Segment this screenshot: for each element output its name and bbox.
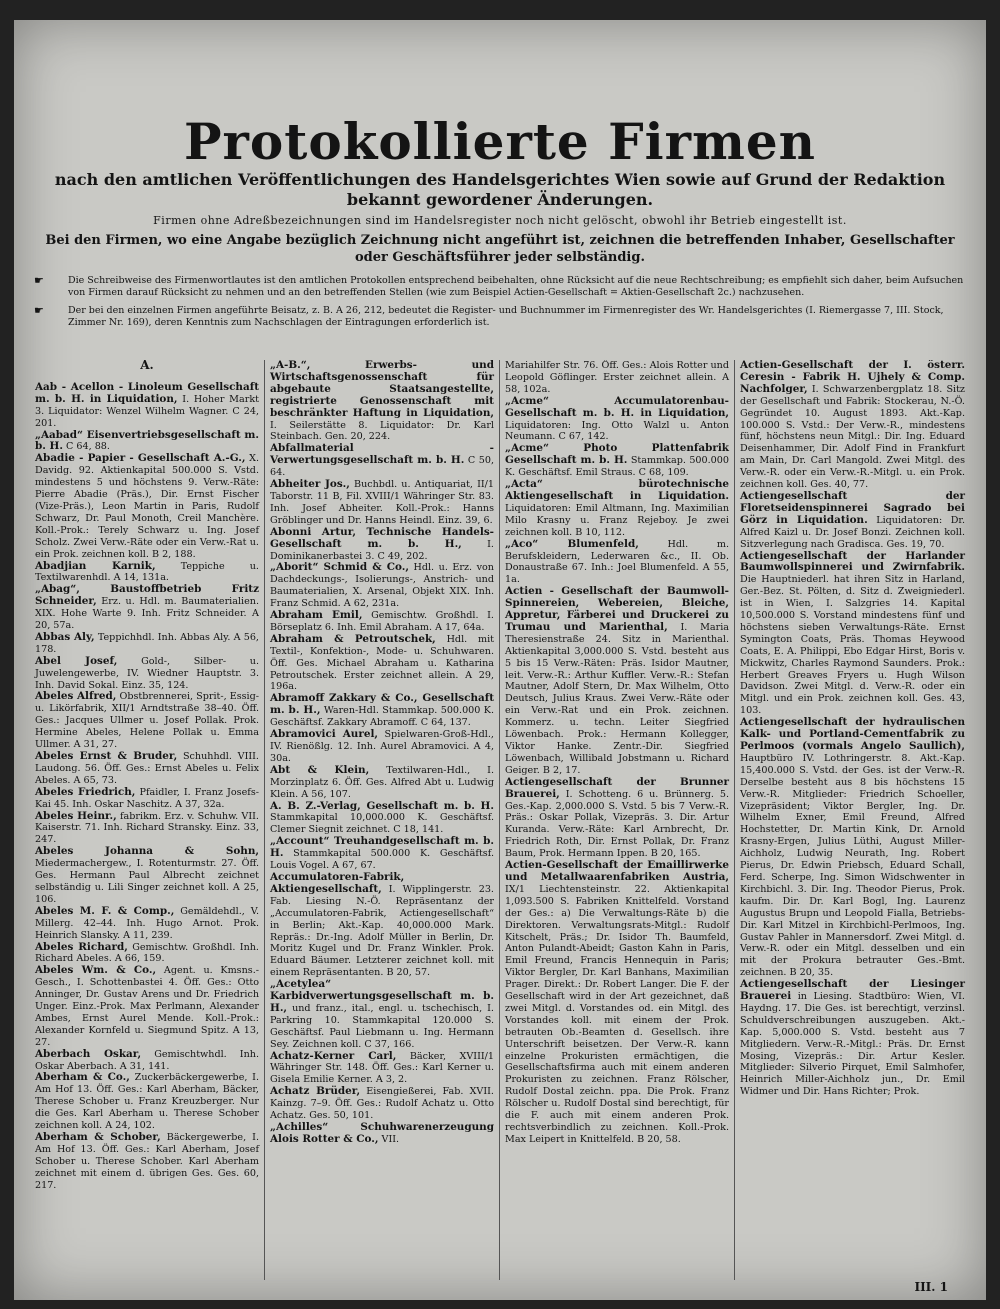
firm-details: I. Maria Theresienstraße 24. Sitz in Marienthal. Aktienkapital 3,000.000 S. Vstd. besteht aus 5 bis 15 Verw.-Räten: Präs. Isidor Mautner, leit. Verw.-R.: Arthur Kuffler. Verw.-R.: Stefan Mautner, Adolf Stern, Dr. Max Wilhelm, Otto Deutsch, Julius Kraus. Zwei Verw.-Räte oder ein Verw.-Rat und ein Prok. zeichnen. Kommerz. u. techn. Leiter Siegfried Löwenbach. Prok.: Hermann Kollegger, Viktor Hanke. Zentr.-Dir. Siegfried Löwenbach, Willibald Jobstmann u. Richard Geiger. B 2, 17. [505,621,729,776]
firm-entry [270,443,494,479]
firm-entry [35,787,259,811]
firm-name: „Aco“ Blumenfeld, [505,537,639,550]
firm-entry [505,396,729,444]
firm-entry [740,979,965,1098]
firm-name: Aberham & Schober, [35,1131,161,1143]
firm-entry [270,765,494,801]
firm-entry [740,491,965,551]
firm-entry [270,801,494,837]
firm-details: Hauptbüro IV. Lothringerstr. 8. Akt.-Kap. 15,400.000 S. Vstd. der Ges. ist der Verw.-R. Derselbe besteht aus 8 bis höchstens 15 Verw.-R. Mitglieder: Friedrich Schoeller, Vizepräsident; Viktor Bergler, Ing. Dr. Wilhelm Exner, Emil Freund, Alfred Hochstetter, Dr. Martin Kink, Dr. Arnold Krasny-Ergen, Julius Lüthi, August Miller-Aichholz, Ludwig Neurath, Ing. Robert Pierus, Dr. Edwin Priebsch, Eduard Schall, Ferd. Scherpe, Ing. Simon Widschwenter in Kirchbichl. 3. Dir. Ing. Theodor Pierus, Prok. kaufm. Dir. Dr. Karl Bogl, Ing. Laurenz Augustus Brupn und Leopold Fialla, Betriebs-Dir. Karl Mitzel in Kirchbichl-Perlmoos, Ing. Gustav Pahler in Mannersdorf. Zwei Mitgl. d. Verw.-R. oder ein Mitgl. desselben und ein mit der Prokura betrauter Ges.-Bmt. zeichnen. B 20, 35. [740,752,965,979]
firm-entry [505,443,729,479]
firm-details: Stammkap. 500.000 K. Geschäftsf. Emil Straus. C 68, 109. [505,455,729,479]
firm-name: Abheiter Jos., [270,478,350,491]
remark-text: Die Schreibweise des Firmenwortlautes ist den amtlichen Protokollen entsprechend beibehalten, ohne Rücksicht auf die neue Rechtschreibung; es empfiehlt sich daher, beim Aufsuchen von Firmen darauf Rücksicht zu nehmen und an den betreffenden Stellen (wie zum Beispiel Actien-Gesellschaft = Aktien-Gesellschaft 2c.) nachzusehen. [68,275,964,298]
firm-name: „Acme“ Accumulatorenbau-Gesellschaft m. b. H. in Liquidation, [505,394,729,419]
firm-details: I. Dominikanerbastei 3. C 49, 202. [270,538,494,562]
firm-entry [35,751,259,787]
firm-details: Bäckergewerbe, I. Am Hof 13. Öff. Ges.: Karl Aberham, Josef Schober u. Therese Schober. Karl Aberham zeichnet mit einem d. übrigen Ges. Ges. 60, 217. [35,1132,259,1191]
firm-entry [505,860,729,1146]
firm-details: C 50, 64. [270,455,494,479]
firm-entry [35,430,259,454]
firm-details: Teppiche u. Textilwarenhdl. A 14, 131a. [35,560,259,584]
firm-entry [270,562,494,610]
firm-entry [35,382,259,430]
firm-details: I. Hoher Markt 3. Liquidator: Wenzel Wilhelm Wagner. C 24, 201. [35,393,259,429]
firm-name: Actiengesellschaft der hydraulischen Kalk- und Portland-Cementfabrik zu Perlmoos (vormals Angelo Saullich), [740,716,965,752]
firm-entry [270,836,494,872]
firm-entry [740,717,965,979]
firm-details: und franz., ital., engl. u. tschechisch, I. Parkring 10. Stammkapital 120.000 S. Geschäftsf. Paul Liebmann u. Ing. Hermann Sey. Zeichnen koll. C 37, 166. [270,1002,494,1050]
firm-name: Abel Josef, [35,654,118,667]
firm-name: „A-B.“, Erwerbs- und Wirtschaftsgenossenschaft für abgebaute Staatsangestellte, registrierte Genossenschaft mit beschränkter Haftung in Liquidation, [270,360,494,419]
firm-details: Schuhhdl. VIII. Laudong. 56. Öff. Ges.: Ernst Abeles u. Felix Abeles. A 65, 73. [35,751,259,786]
remark-text: Der bei den einzelnen Firmen angeführte Beisatz, z. B. A 26, 212, bedeutet die Register- und Buchnummer im Firmenregister des Wr. Handelsgerichtes (I. Riemergasse 7, III. Stock, Zimmer Nr. 169), deren Kenntnis zum Nachschlagen der Eintragungen erforderlich ist. [68,305,944,328]
firm-name: Abeles Alfred, [35,690,117,703]
firm-entry [270,979,494,1050]
firm-entry [35,632,259,656]
column-2 [265,360,500,1280]
firm-entry [270,527,494,563]
firm-name: Abramovici Aurel, [270,728,379,741]
firm-name: A. B. Z.-Verlag, Gesellschaft m. b. H. [270,799,494,812]
firm-details: VII. [381,1133,400,1145]
firm-details: fabrikm. Erz. v. Schuhw. VII. Kaiserstr. 71. Inh. Richard Stransky. Einz. 33, 247. [35,810,259,846]
firm-details: Gemischtwhdl. Inh. Oskar Aberbach. A 31, 141. [35,1048,259,1072]
firm-details: Liquidatoren: Emil Altmann, Ing. Maximilian Milo Krasny u. Franz Rejeboy. Je zwei zeichnen koll. B 10, 112. [505,502,729,538]
pointing-hand-icon: ☛ [34,304,44,317]
firm-details: I. Seilerstätte 8. Liquidator: Dr. Karl Steinbach. Gen. 20, 224. [270,419,494,443]
firm-entry [35,691,259,751]
column-4 [735,360,970,1280]
firm-entry [270,634,494,694]
firm-entry [35,561,259,585]
register-columns [30,360,972,1280]
firm-name: Aberham & Co., [35,1071,130,1084]
firm-entry [35,906,259,942]
firm-name: Accumulatoren-Fabrik, Aktiengesellschaft, [270,870,405,895]
firm-entry [35,942,259,966]
firm-details: Hdl. u. Erz. von Dachdeckungs-, Isolierungs-, Anstrich- und Baumaterialien, X. Arsenal, Objekt XIX. Inh. Franz Schmid. A 62, 231a. [270,562,494,610]
firm-details: Liquidatoren: Dr. Alfred Kaizl u. Dr. Josef Bonzi. Zeichnen koll. Sitzverlegung nach Gradisca. Ges. 19, 70. [740,514,965,550]
firm-entry [270,479,494,527]
firm-name: „Aborit“ Schmid & Co., [270,561,409,574]
firm-name: Abbas Aly, [35,630,95,643]
firm-entry [35,1072,259,1132]
firm-name: Actien-Gesellschaft der Emaillirwerke und Metallwaarenfabriken Austria, [505,859,729,883]
firm-name: Abraham & Petroutschek, [270,632,436,645]
column-3 [500,360,735,1280]
firm-entry [270,1051,494,1087]
firm-entry [505,777,729,860]
firm-details: Obstbrennerei, Sprit-, Essig- u. Likörfabrik, XII/1 Arndtstraße 38–40. Öff. Ges.: Jacques Ullmer u. Josef Pollak. Prok. Hermine Abeles, Helene Pollak u. Emma Ullmer. A 31, 27. [35,691,260,751]
document-page [14,20,986,1300]
firm-details: Gemäldehdl., V. Millerg. 42–44. Inh. Hugo Arnot. Prok. Heinrich Slansky. A 11, 239. [35,905,259,941]
firm-details: Waren-Hdl. Stammkap. 500.000 K. Geschäftsf. Zakkary Abramoff. C 64, 137. [270,705,494,729]
firm-entry [35,1132,259,1192]
firm-details: Bäcker, XVIII/1 Währinger Str. 148. Öff. Ges.: Karl Kerner u. Gisela Emilie Kerner. A 3, 2. [270,1050,494,1086]
firm-entry [740,551,965,718]
firm-details: Mariahilfer Str. 76. Öff. Ges.: Alois Rotter und Leopold Göflinger. Erster zeichnet allein. A 58, 102a. [505,360,729,395]
firm-name: Abeles Ernst & Bruder, [35,750,178,762]
firm-name: Abeles Wm. & Co., [35,964,157,977]
remarks [34,275,966,335]
firm-details: Miedermachergew., I. Rotenturmstr. 27. Öff. Ges. Hermann Paul Albrecht zeichnet selbständig u. Lili Singer zeichnet koll. A 25, 106. [35,858,259,905]
firm-name: Aberbach Oskar, [35,1047,142,1060]
firm-entry [270,1086,494,1122]
firm-name: „Acta“ bürotechnische Aktiengesellschaft in Liquidation. [505,478,729,502]
firm-entry [505,479,729,539]
firm-details: Spielwaren-Groß-Hdl., IV. Rienößlg. 12. Inh. Aurel Abramovici. A 4, 30a. [270,729,494,764]
firm-name: „Abag“, Baustoffbetrieb Fritz Schneider, [35,583,259,608]
firm-entry [35,965,259,1048]
page-title: Protokollierte Firmen [183,112,817,171]
firm-name: „Acetylea“ Karbidverwertungsgesellschaft m. b. H., [270,978,494,1014]
firm-entry [35,656,259,692]
firm-name: Abeles Friedrich, [35,785,136,798]
firm-details: Liquidatoren: Ing. Otto Walzl u. Anton Neumann. C 67, 142. [505,419,729,443]
firm-entry [35,453,259,560]
firm-entry [35,584,259,632]
firm-name: Actiengesellschaft der Liesinger Brauerei [740,978,965,1003]
firm-details: Hdl. m. Berufskleidern, Lederwaren &c., II. Ob. Donaustraße 67. Inh.: Joel Blumenfeld. A 55, 1a. [505,538,729,586]
firm-entry [505,539,729,587]
firm-name: Abonni Artur, Technische Handels-Gesellschaft m. b. H., [270,525,494,550]
firm-entry [740,360,965,491]
page-number: III. 1 [914,1280,948,1294]
firm-name: Achatz Brüder, [270,1085,361,1098]
firm-name: „Acme“ Photo Plattenfabrik Gesellschaft m. b. H. [505,442,729,467]
firm-details: X. Davidg. 92. Aktienkapital 500.000 S. Vstd. mindestens 5 und höchstens 9. Verw.-Räte: Pierre Abadie (Präs.), Dir. Ernst Fischer (Vize-Präs.), Leon Martin in Paris, Rudolf Schwarz, Dr. Paul Monoth, Creil Manchère. Koll.-Prok.: Terely Schwarz u. Ing. Josef Scholz. Zwei Verw.-Räte oder ein Verw.-Rat u. ein Prok. zeichnen koll. B 2, 188. [35,453,259,560]
note-small: Firmen ohne Adreßbezeichnungen sind im Handelsregister noch nicht gelöscht, obwohl ihr Betrieb eingestellt ist. [153,214,847,227]
note-bold: Bei den Firmen, wo eine Angabe bezüglich Zeichnung nicht angeführt ist, zeichnen die betreffenden Inhaber, Gesellschafter oder Geschäftsführer jeder selbständig. [45,233,955,265]
firm-entry [35,846,259,906]
firm-entry [35,811,259,847]
firm-details: Stammkapital 500.000 K. Geschäftsf. Louis Vogel. A 67, 67. [270,848,494,872]
firm-entry [270,872,494,979]
firm-details: Erz. u. Hdl. m. Baumaterialien. XIX. Hohe Warte 9. Inh. Fritz Schneider. A 20, 57a. [35,596,259,632]
firm-entry [270,693,494,729]
firm-details: Teppichhdl. Inh. Abbas Aly. A 56, 178. [35,631,259,655]
firm-details: Stammkapital 10,000.000 K. Geschäftsf. Clemer Siegnit zeichnet. C 18, 141. [270,812,494,836]
firm-name: Abraham Emil, [270,609,363,622]
firm-entry [270,360,494,443]
firm-name: Abadie - Papier - Gesellschaft A.-G., [35,452,246,465]
firm-name: Abeles Heinr., [35,809,117,822]
firm-entry [270,1122,494,1146]
firm-details: Gold-, Silber- u. Juwelengewerbe, IV. Wiedner Hauptstr. 3. Inh. David Sokal. Einz. 35, 124. [35,655,260,691]
firm-entry [270,610,494,634]
firm-entry [505,586,729,777]
firm-details: IX/1 Liechtensteinstr. 22. Aktienkapital 1,093.500 S. Fabriken Knittelfeld. Vorstand der Ges.: a) Die Verwaltungs-Räte b) die Direktoren. Verwaltungsrats-Mitgl.: Rudolf Kitschelt, Präs.; Dr. Isidor Th. Baumfeld, Anton Pulandt-Abeidt; Gaston Kahn in Paris, Emil Freund, Francis Hennequin in Paris; Viktor Bergler, Dr. Karl Banhans, Maximilian Prager. Direkt.: Dr. Robert Langer. Die F. der Gesellschaft wird in der Art gezeichnet, daß zwei Mitgl. d. Vorstandes od. ein Mitgl. des Vorstandes koll. mit einem der Prok. betrauten Ob.-Beamten d. Gesellsch. ihre Unterschrift beisetzen. Der Verw.-R. kann einzelne Prokuristen ermächtigen, die Gesellschaftsfirma auch mit einem anderen Prokuristen zu zeichnen. Franz Rölscher, Rudolf Dostal zeichn. ppa. Die Prok. Franz Rölscher u. Rudolf Dostal sind berechtigt, für die F. auch mit einem anderen Prok. rechtsverbindlich zu zeichnen. Koll.-Prok. Max Leipert in Knittelfeld. B 20, 58. [505,883,729,1145]
remark [34,305,966,329]
firm-details: I. Schwarzenbergplatz 18. Sitz der Gesellschaft und Fabrik: Stockerau, N.-Ö. Gegründet 10. August 1893. Akt.-Kap. 100.000 S. Vstd.: Der Verw.-R., mindestens fünf, höchstens neun Mitgl.: Dir. Ing. Eduard Deisenhammer, Dir. Adolf Find in Frankfurt am Main, Dr. Carl Mangold. Zwei Mitgl. des Verw.-R. oder ein Verw.-R.-Mitgl. u. ein Prok. zeichnen koll. Ges. 40, 77. [740,383,965,491]
firm-name: „Account“ Treuhandgesellschaft m. b. H. [270,835,494,860]
firm-name: „Achilles“ Schuhwarenerzeugung Alois Rotter & Co., [270,1121,494,1145]
firm-name: Actien-Gesellschaft der I. österr. Ceresin - Fabrik H. Ujhely & Comp. Nachfolger, [740,360,965,395]
section-letter: A. [140,360,154,372]
firm-name: Abeles M. F. & Comp., [35,904,175,917]
firm-details: Gemischtw. Großhdl. I. Börseplatz 6. Inh. Emil Abraham. A 17, 64a. [270,610,494,633]
firm-details: Pfaidler, I. Franz Josefs-Kai 45. Inh. Oskar Naschitz. A 37, 32a. [35,786,259,810]
pointing-hand-icon: ☛ [34,274,44,287]
firm-details: Textilwaren-Hdl., I. Morzinplatz 6. Öff. Ges. Alfred Abt u. Ludwig Klein. A 56, 107. [270,764,494,800]
firm-entry [35,1049,259,1073]
firm-details: Eisengießerei, Fab. XVII. Kainzg. 7–9. Öff. Ges.: Rudolf Achatz u. Otto Achatz. Ges. 50, 101. [270,1086,494,1122]
firm-details: Gemischtw. Großhdl. Inh. Richard Abeles. A 66, 159. [35,941,259,965]
firm-name: Actien - Gesellschaft der Baumwoll-Spinnereien, Webereien, Bleiche, Appretur, Färberei und Druckerei zu Trumau und Marienthal, [505,585,729,633]
firm-name: Abramoff Zakkary & Co., Gesellschaft m. b. H., [270,692,494,717]
firm-details: Die Hauptniederl. hat ihren Sitz in Harland, Ger.-Bez. St. Pölten, d. Sitz d. Zweigniederl. ist in Wien, I. Salzgries 14. Kapital 10,500.000 S. Vorstand mindestens fünf und höchstens sieben Verwaltungs-Räte. Ernst Symington Coats, Präs. Thomas Heywood Coats, E. A. Philippi, Ebo Edgar Hirst, Boris v. Mickwitz, Charles Raymond Saunders. Prok.: Herbert Greaves Fryers u. Hugh Wilson Davidson. Zwei Mitgl. d. Verw.-R. oder ein Mitgl. und ein Prok. zeichnen koll. Ges. 43, 103. [740,574,965,717]
firm-name: Achatz-Kerner Carl, [270,1049,397,1062]
firm-name: Abadjian Karnik, [35,559,156,572]
remark [34,275,966,299]
firm-name: Abeles Richard, [35,940,128,953]
firm-details: Zuckerbäckergewerbe, I. Am Hof 13. Öff. Ges.: Karl Aberham, Bäcker, Therese Schober u. Franz Kreuzberger. Nur die Ges. Karl Aberham u. Therese Schober zeichnen koll. A 24, 102. [35,1072,259,1132]
firm-details: C 64, 88. [66,441,110,453]
subtitle: nach den amtlichen Veröffentlichungen des Handelsgerichtes Wien sowie auf Grund der Redaktion bekannt gewordener Änderungen. [54,170,946,209]
firm-name: Actiengesellschaft der Harlander Baumwollspinnerei und Zwirnfabrik. [740,549,965,574]
firm-name: Abfallmaterial - Verwertungsgesellschaft m. b. H. [270,442,494,467]
firm-details: in Liesing. Stadtbüro: Wien, VI. Haydng. 17. Die Ges. ist berechtigt, verzinsl. Schuldverschreibungen auszugeben. Akt.-Kap. 5,000.000 S. Vstd. besteht aus 7 Mitgliedern. Verw.-R.-Mitgl.: Präs. Dr. Ernst Mosing, Vizepräs.: Dir. Artur Kesler. Mitglieder: Silverio Pirquet, Emil Salmhofer, Heinrich Miller-Aichholz jun., Dr. Emil Widmer und Dir. Hans Richter; Prok. [740,991,965,1098]
firm-details: I. Wipplingerstr. 23. Fab. Liesing N.-Ö. Repräsentanz der „Accumulatoren-Fabrik, Actiengesellschaft“ in Berlin; Akt.-Kap. 40,000.000 Mark. Repräs.: Dr.-Ing. Adolf Müller in Berlin, Dr. Moritz Kugel und Dr. Franz Winkler. Prok. Eduard Bäumer. Letzterer zeichnet koll. mit einem Repräsentanten. B 20, 57. [270,883,494,979]
firm-name: „Aabad“ Eisenvertriebsgesellschaft m. b. H. [35,428,259,453]
firm-details: Agent. u. Kmsns.-Gesch., I. Schottenbastei 4. Öff. Ges.: Otto Anninger, Dr. Gustav Arens und Dr. Friedrich Unger. Einz.-Prok. Max Perlmann, Alexander Ambes, Ernst Aurel Mende. Koll.-Prok.: Alexander Kornfeld u. Siegmund Spitz. A 13, 27. [35,965,259,1048]
firm-details: Buchbdl. u. Antiquariat, II/1 Taborstr. 11 B, Fil. XVIII/1 Währinger Str. 83. Inh. Josef Abheiter. Koll.-Prok.: Hanns Gröblinger und Dr. Hanns Heindl. Einz. 39, 6. [270,479,494,526]
firm-details: I. Schotteng. 6 u. Brünnerg. 5. Ges.-Kap. 2,000.000 S. Vstd. 5 bis 7 Verw.-R. Präs.: Oskar Pollak, Vizepräs. 3. Dir. Artur Kuranda. Verw.-Räte: Karl Arnbrecht, Dr. Friedrich Roth, Dir. Ernst Pollak, Dr. Franz Baum, Prok. Hermann Ippen. B 20, 165. [505,788,729,860]
firm-entry [270,729,494,765]
firm-name: Abeles Johanna & Sohn, [35,845,259,858]
firm-name: Abt & Klein, [270,763,370,776]
firm-name: Aab - Acellon - Linoleum Gesellschaft m. b. H. in Liquidation, [35,380,259,405]
column-1 [30,360,265,1280]
firm-name: Actiengesellschaft der Floretseidenspinnerei Sagrado bei Görz in Liquidation. [740,489,965,526]
firm-details: Hdl. mit Textil-, Konfektion-, Mode- u. Schuhwaren. Öff. Ges. Michael Abraham u. Katharina Petroutschek. Erster zeichnet allein. A 29, 196a. [270,633,494,693]
firm-name: Actiengesellschaft der Brunner Brauerei, [505,775,729,800]
firm-entry [505,360,729,396]
